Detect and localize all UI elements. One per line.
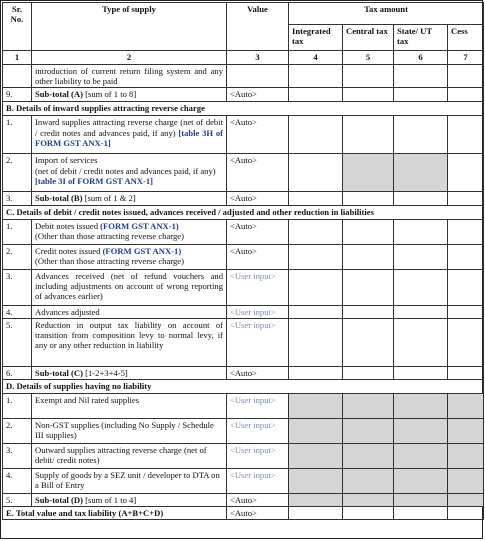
value-cell: <Auto>	[227, 507, 289, 520]
row-text: Credit notes issued (FORM GST ANX-1) (Other than those attracting reverse charge)	[32, 244, 227, 269]
colnum-1: 1	[3, 51, 32, 65]
row-number: 1.	[3, 219, 32, 244]
row-text: Advances received (net of refund vouchers and including adjustments on account of wrong reporting of advances earlier)	[32, 269, 227, 305]
row-number: 3.	[3, 192, 32, 205]
row-text: Sub-total (D) [sum of 1 to 4]	[32, 494, 227, 507]
table-row	[3, 116, 484, 154]
row-text: Reduction in output tax liability on account of transition from composition levy to normal levy, if any or any other reduction in liability	[32, 318, 227, 366]
table-row	[3, 318, 484, 366]
user-input-cell[interactable]: <User input>	[227, 394, 289, 419]
row-text: Sub-total (C) [1-2+3+4-5]	[32, 366, 227, 379]
total-label: E. Total value and tax liability (A+B+C+D)	[3, 507, 227, 520]
section-heading: C. Details of debit / credit notes issued, advances received / adjusted and other reduction in liabilities	[3, 205, 484, 219]
value-cell: <Auto>	[227, 366, 289, 379]
row-text: Supply of goods by a SEZ unit / developer to DTA on a Bill of Entry	[32, 469, 227, 494]
colnum-5: 5	[343, 51, 394, 65]
table-row	[3, 269, 484, 305]
value-cell[interactable]: <Auto>	[227, 219, 289, 244]
table-row	[3, 219, 484, 244]
user-input-cell[interactable]: <User input>	[227, 444, 289, 469]
value-cell: <Auto>	[227, 192, 289, 205]
row-text: Sub-total (A) [sum of 1 to 8]	[32, 88, 227, 102]
colnum-4: 4	[289, 51, 343, 65]
row-number: 2.	[3, 244, 32, 269]
row-text: introduction of current return filing system and any other liability to be paid	[32, 65, 227, 88]
table-row	[3, 88, 484, 102]
row-text: Outward supplies attracting reverse charge (net of debit/ credit notes)	[32, 444, 227, 469]
user-input-cell[interactable]: <User input>	[227, 419, 289, 444]
header-cess: Cess	[448, 25, 484, 51]
table-row	[3, 154, 484, 192]
table-row	[3, 494, 484, 507]
header-integrated-tax: Integrated tax	[289, 25, 343, 51]
header-state-ut-tax: State/ UT tax	[394, 25, 448, 51]
row-number: 1.	[3, 116, 32, 154]
table-row	[3, 305, 484, 318]
row-text: Sub-total (B) [sum of 1 & 2]	[32, 192, 227, 205]
row-text: Advances adjusted	[32, 305, 227, 318]
colnum-7: 7	[448, 51, 484, 65]
header-sr-no: Sr. No.	[3, 3, 32, 51]
table-row	[3, 469, 484, 494]
table-row	[3, 244, 484, 269]
row-text: Non-GST supplies (including No Supply / Schedule III supplies)	[32, 419, 227, 444]
row-number: 3.	[3, 269, 32, 305]
user-input-cell[interactable]: <User input>	[227, 305, 289, 318]
colnum-3: 3	[227, 51, 289, 65]
table-row-total	[3, 507, 484, 520]
user-input-cell[interactable]: <User input>	[227, 469, 289, 494]
table-row	[3, 394, 484, 419]
table-row	[3, 444, 484, 469]
section-heading: B. Details of inward supplies attracting reverse charge	[3, 102, 484, 116]
table-row	[3, 366, 484, 379]
table-row	[3, 419, 484, 444]
header-central-tax: Central tax	[343, 25, 394, 51]
value-cell[interactable]: <Auto>	[227, 154, 289, 192]
row-number: 5.	[3, 494, 32, 507]
row-number: 1.	[3, 394, 32, 419]
user-input-cell[interactable]: <User input>	[227, 318, 289, 366]
row-text: Debit notes issued (FORM GST ANX-1) (Other than those attracting reverse charge)	[32, 219, 227, 244]
header-value: Value	[227, 3, 289, 51]
value-cell: <Auto>	[227, 88, 289, 102]
row-text: Import of services (net of debit / credit notes and advances paid, if any) [table 3I of FORM GST ANX-1]	[32, 154, 227, 192]
user-input-cell[interactable]: <User input>	[227, 269, 289, 305]
gst-supply-table	[2, 2, 484, 520]
row-number: 2.	[3, 419, 32, 444]
section-heading: D. Details of supplies having no liability	[3, 380, 484, 394]
table-row	[3, 192, 484, 205]
row-text: Exempt and Nil rated supplies	[32, 394, 227, 419]
row-number: 5.	[3, 318, 32, 366]
value-cell[interactable]: <Auto>	[227, 116, 289, 154]
value-cell: <Auto>	[227, 494, 289, 507]
row-number: 6.	[3, 366, 32, 379]
colnum-2: 2	[32, 51, 227, 65]
row-number: 3.	[3, 444, 32, 469]
header-type-of-supply: Type of supply	[32, 3, 227, 51]
row-number: 2.	[3, 154, 32, 192]
row-number: 4.	[3, 469, 32, 494]
row-number: 9.	[3, 88, 32, 102]
column-number-row	[3, 51, 484, 65]
value-cell[interactable]: <Auto>	[227, 244, 289, 269]
header-tax-amount: Tax amount	[289, 3, 484, 25]
colnum-6: 6	[394, 51, 448, 65]
row-number: 4.	[3, 305, 32, 318]
table-row	[3, 65, 484, 88]
row-text: Inward supplies attracting reverse charge (net of debit / credit notes and advances paid, if any) [table 3H of FORM GST ANX-1]	[32, 116, 227, 154]
